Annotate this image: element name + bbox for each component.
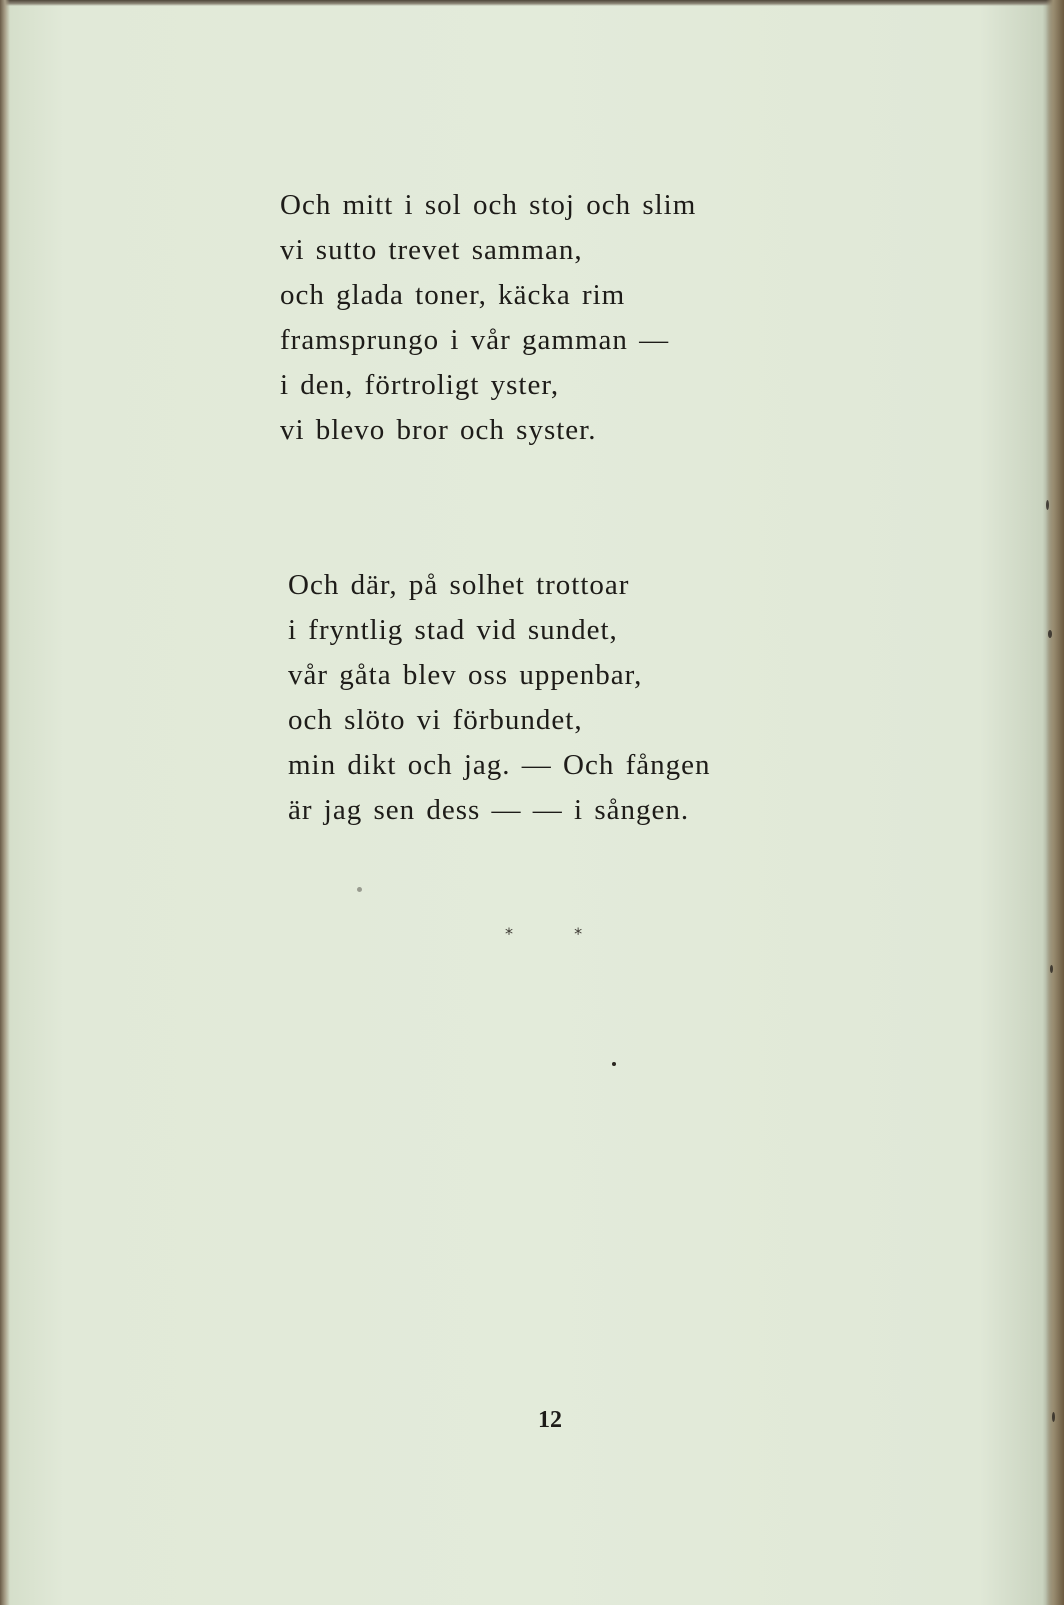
poem-stanza-1 [280,183,696,453]
paper-speck [1052,1412,1055,1422]
poem-line: vi blevo bror och syster. [280,414,597,446]
poem-line: i fryntlig stad vid sundet, [288,614,618,646]
poem-line: är jag sen dess — — i sången. [288,794,690,826]
poem-line: min dikt och jag. — Och fången [288,749,711,781]
poem-line: vår gåta blev oss uppenbar, [288,659,643,691]
poem-line: vi sutto trevet samman, [280,234,583,266]
paper-speck [612,1062,616,1066]
paper-speck [1046,500,1049,510]
page-edge-shadow [1046,0,1064,1605]
poem-line: Och där, på solhet trottoar [288,569,630,601]
section-ornament: * * [505,924,611,943]
paper-speck [1048,630,1052,638]
poem-stanza-2 [288,563,711,833]
paper-speck [1050,965,1053,973]
poem-line: framsprungo i vår gamman — [280,324,670,356]
page-number: 12 [538,1407,562,1433]
poem-line: och glada toner, käcka rim [280,279,626,311]
paper-speck [357,887,362,892]
poem-line: Och mitt i sol och stoj och slim [280,189,697,221]
poem-line: i den, förtroligt yster, [280,369,560,401]
poem-line: och slöto vi förbundet, [288,704,583,736]
